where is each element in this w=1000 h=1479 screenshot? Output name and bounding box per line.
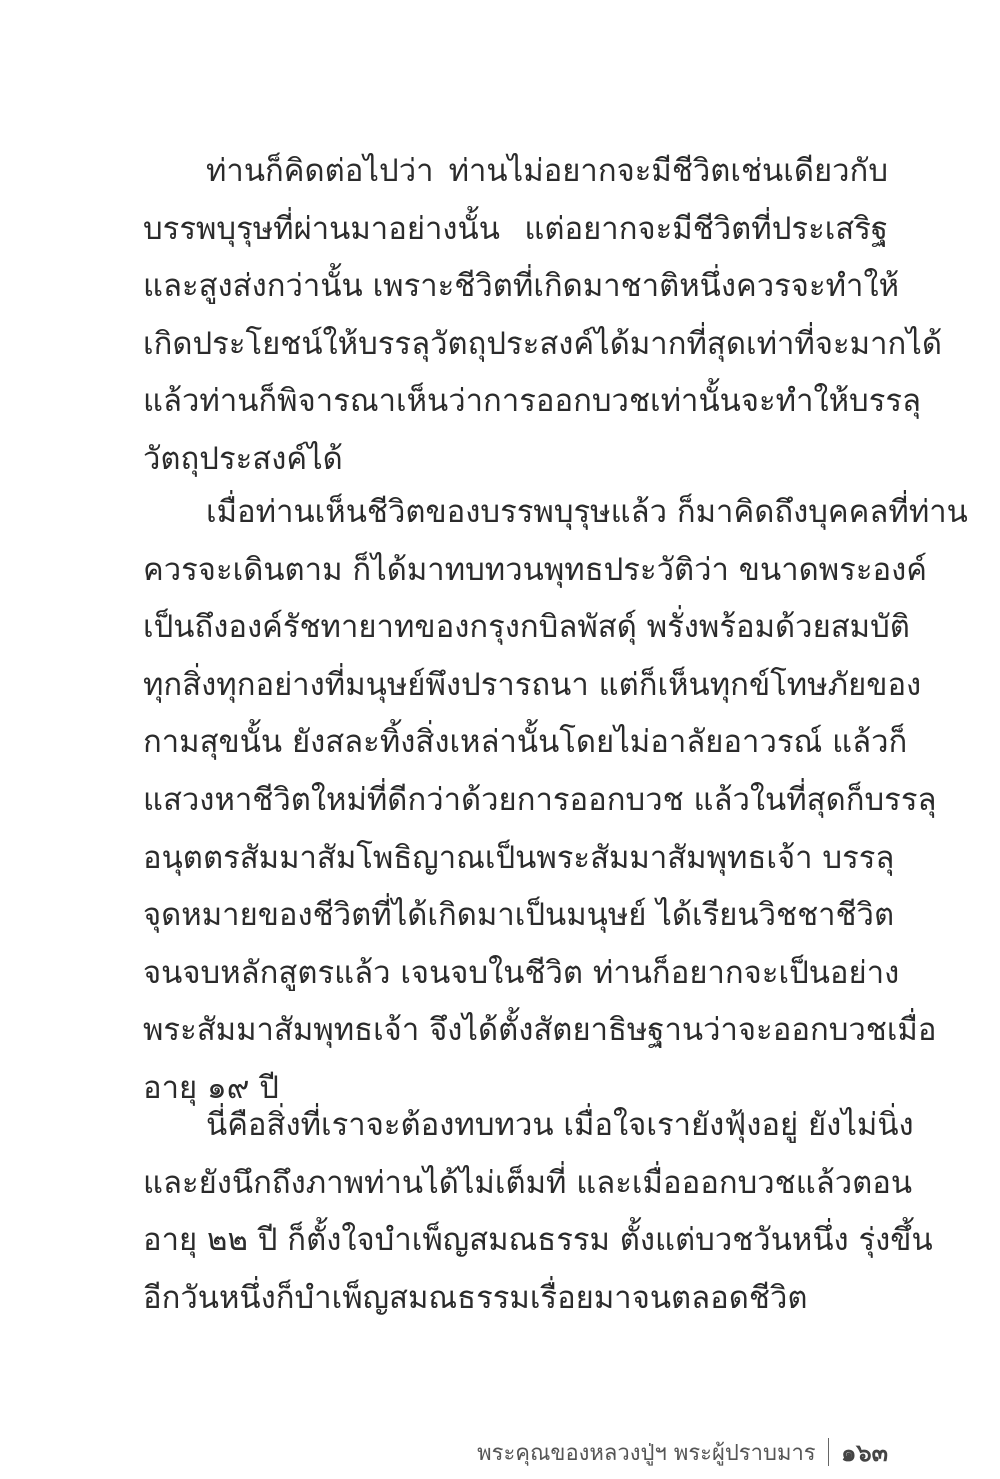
paragraph-2 [143,484,968,1118]
text-line: จุดหมายของชีวิตที่ได้เกิดมาเป็นมนุษย์ ได้เรียนวิชชาชีวิต [143,897,895,934]
text-line: ทุกสิ่งทุกอย่างที่มนุษย์พึงปรารถนา แต่ก็เห็นทุกข์โทษภัยของ [143,666,922,703]
text-line: ท่านก็คิดต่อไปว่า ท่านไม่อยากจะมีชีวิตเช่นเดียวกับ [206,153,888,189]
text-line: นี่คือสิ่งที่เราจะต้องทบทวน เมื่อใจเรายังฟุ้งอยู่ ยังไม่นิ่ง [206,1107,914,1143]
footer-divider [828,1438,830,1466]
text-line: จนจบหลักสูตรแล้ว เจนจบในชีวิต ท่านก็อยากจะเป็นอย่าง [143,954,900,991]
text-line: และสูงส่งกว่านั้น เพราะชีวิตที่เกิดมาชาติหนึ่งควรจะทำให้ [143,268,900,305]
page-footer [477,1430,888,1474]
text-line: เป็นถึงองค์รัชทายาทของกรุงกบิลพัสดุ์ พรั่งพร้อมด้วยสมบัติ [143,609,910,646]
text-line: เกิดประโยชน์ให้บรรลุวัตถุประสงค์ได้มากที่สุดเท่าที่จะมากได้ [143,325,942,362]
text-line: แล้วท่านก็พิจารณาเห็นว่าการออกบวชเท่านั้นจะทำให้บรรลุ [143,383,922,420]
text-line: กามสุขนั้น ยังสละทิ้งสิ่งเหล่านั้นโดยไม่อาลัยอาวรณ์ แล้วก็ [143,724,908,761]
text-line: อีกวันหนึ่งก็บำเพ็ญสมณธรรมเรื่อยมาจนตลอดชีวิต [143,1279,808,1316]
text-line: อายุ ๒๒ ปี ก็ตั้งใจบำเพ็ญสมณธรรม ตั้งแต่บวชวันหนึ่ง รุ่งขึ้น [143,1222,933,1259]
text-line: และยังนึกถึงภาพท่านได้ไม่เต็มที่ และเมื่อออกบวชแล้วตอน [143,1164,913,1201]
book-title: พระคุณของหลวงปู่ฯ พระผู้ปราบมาร [477,1440,816,1466]
page-number: ๑๖๓ [841,1438,888,1467]
text-line: เมื่อท่านเห็นชีวิตของบรรพบุรุษแล้ว ก็มาคิดถึงบุคคลที่ท่าน [206,494,968,530]
text-line: อายุ ๑๙ ปี [143,1069,279,1106]
text-line: พระสัมมาสัมพุทธเจ้า จึงได้ตั้งสัตยาธิษฐานว่าจะออกบวชเมื่อ [143,1012,937,1049]
text-line: อนุตตรสัมมาสัมโพธิญาณเป็นพระสัมมาสัมพุทธเจ้า บรรลุ [143,839,895,876]
paragraph-1 [143,143,942,489]
paragraph-3 [143,1097,933,1327]
text-line: ควรจะเดินตาม ก็ได้มาทบทวนพุทธประวัติว่า ขนาดพระองค์ [143,551,927,588]
text-line: วัตถุประสงค์ได้ [143,440,343,477]
text-line: แสวงหาชีวิตใหม่ที่ดีกว่าด้วยการออกบวช แล้วในที่สุดก็บรรลุ [143,781,937,818]
text-line: บรรพบุรุษที่ผ่านมาอย่างนั้น แต่อยากจะมีชีวิตที่ประเสริฐ [143,210,888,247]
